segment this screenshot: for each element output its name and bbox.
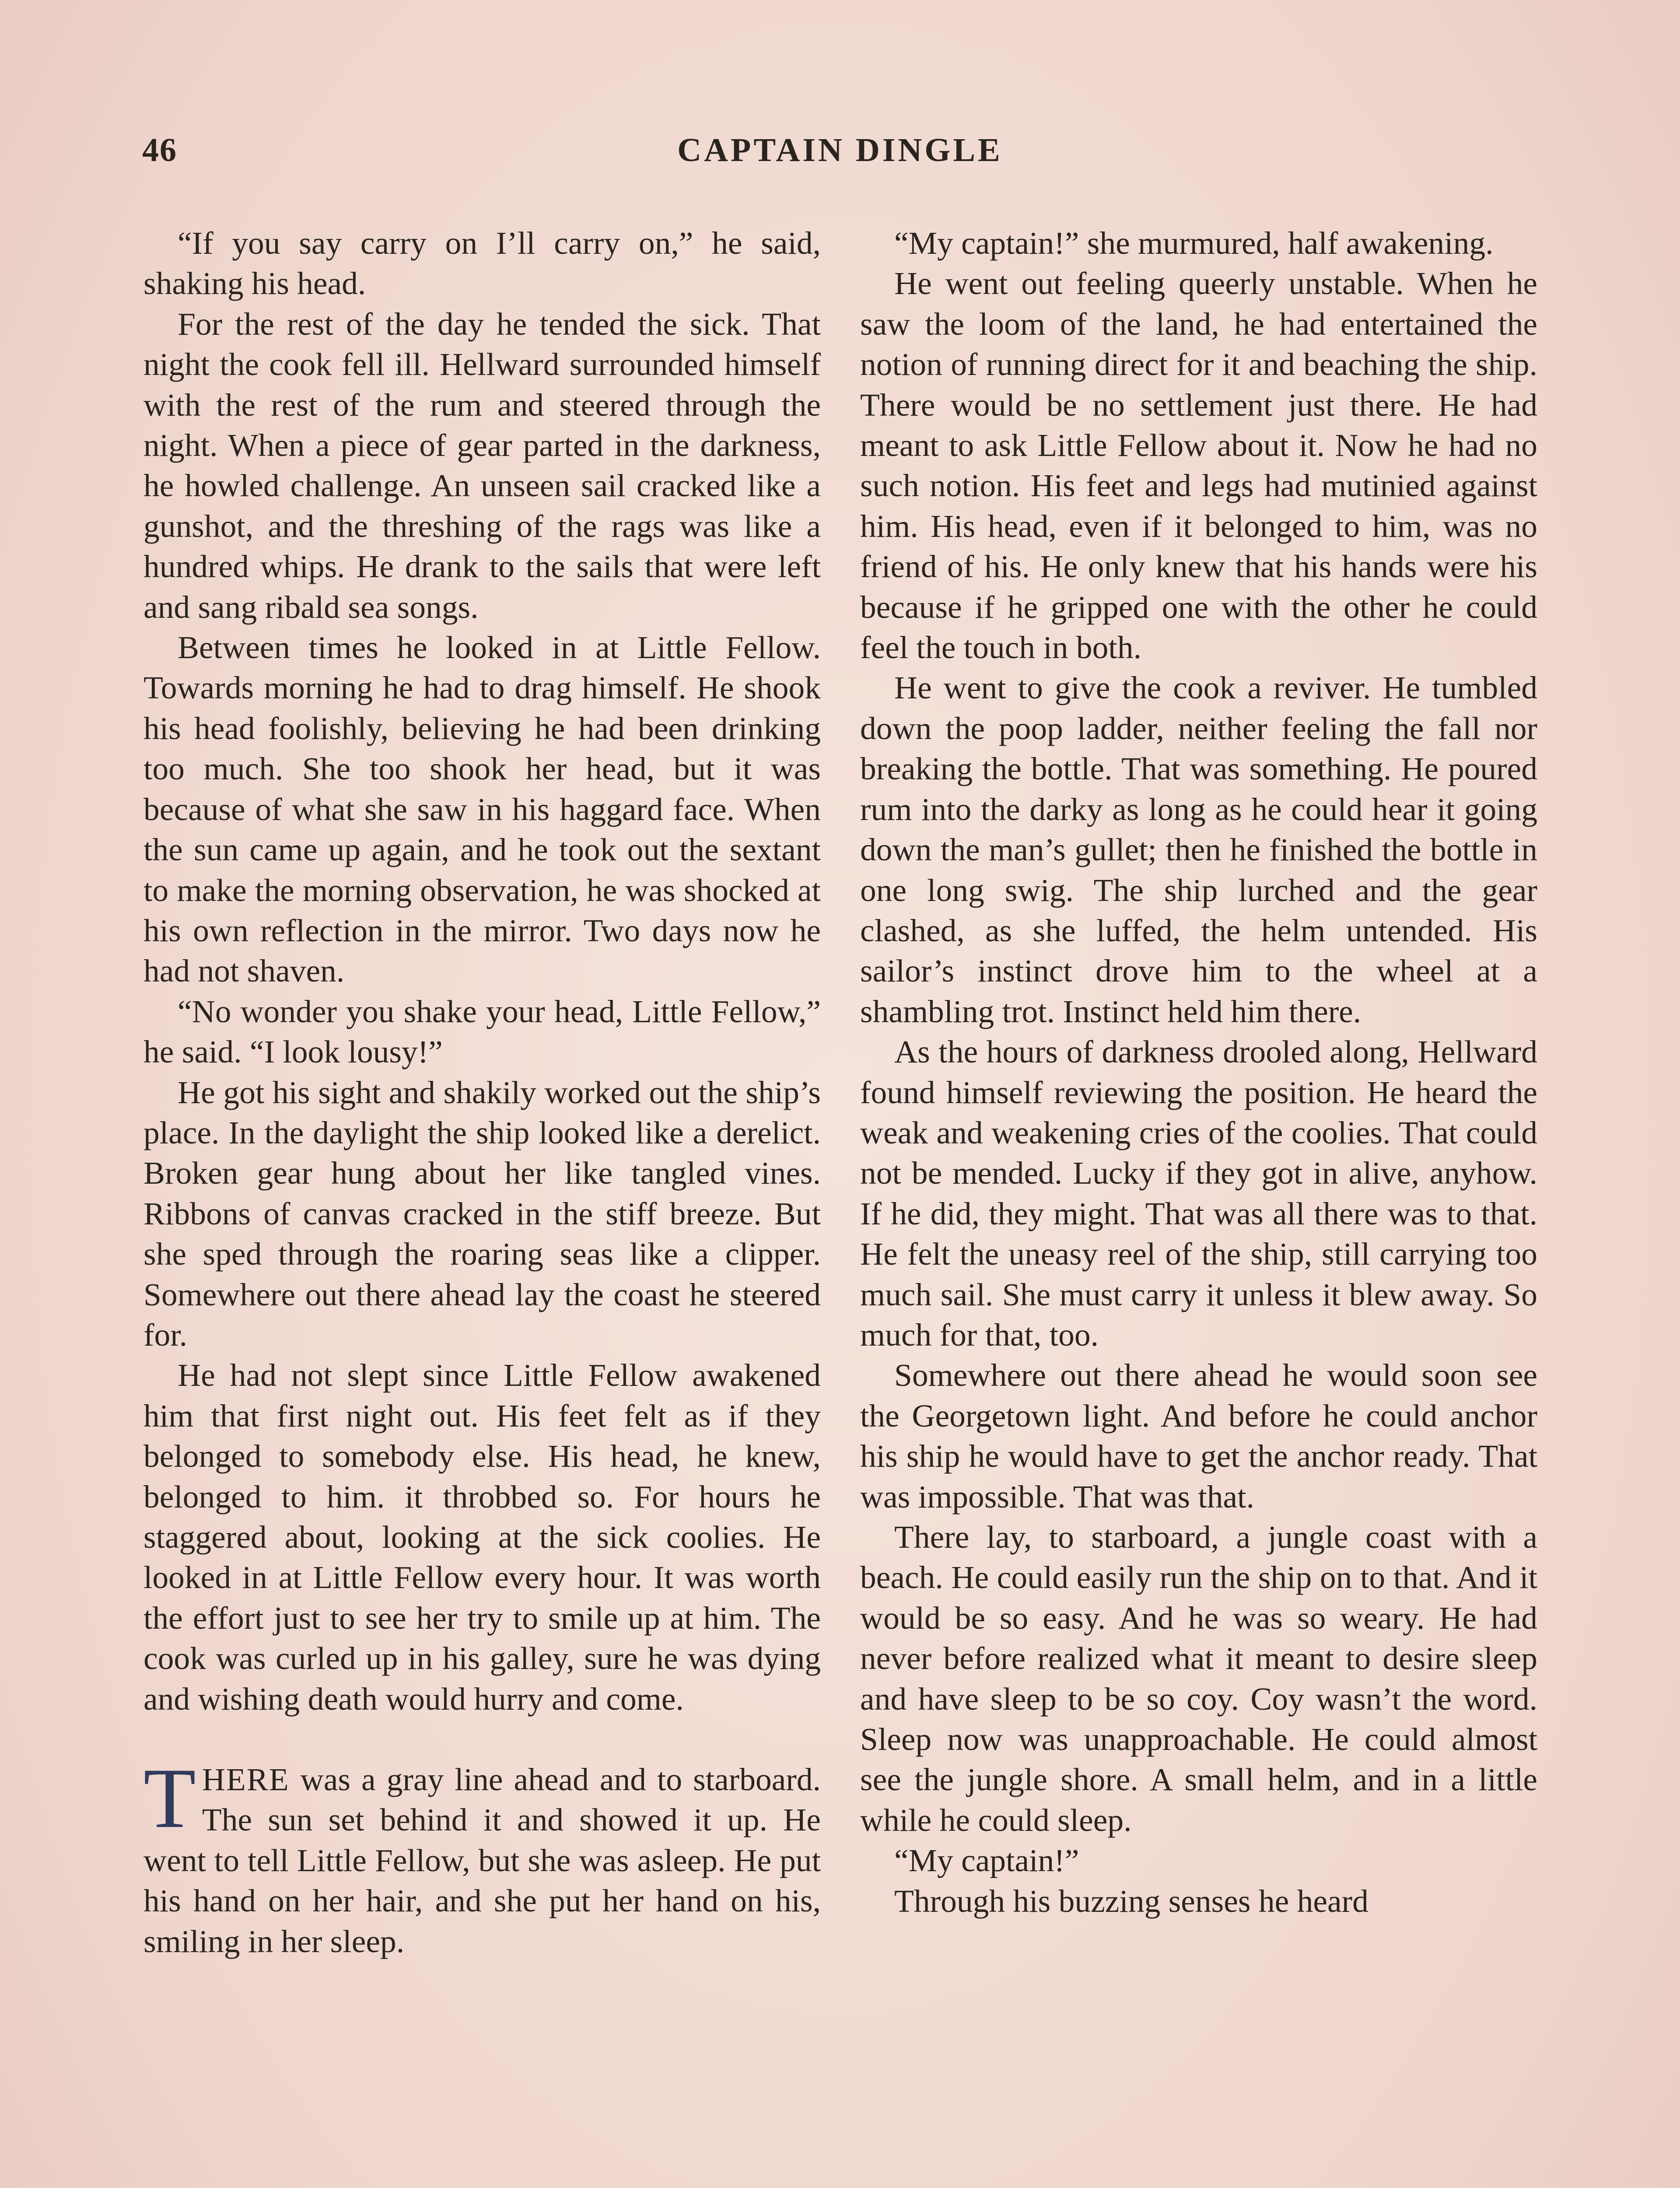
- paragraph: There lay, to starboard, a jungle coast with a beach. He could easily run the ship on to that. And it would be so easy. And he was so weary. He had never before realized what it meant to desire sleep and have sleep to be so coy. Coy wasn’t the word. Sleep now was unapproachable. He could almost see the jungle shore. A small helm, and in a little while he could sleep.: [860, 1519, 1537, 1838]
- paragraph: For the rest of the day he tended the sick. That night the cook fell ill. Hellward surrounded himself with the rest of the rum and steered through the night. When a piece of gear parted in the darkness, he howled challenge. An unseen sail cracked like a gunshot, and the threshing of the rags was like a hundred whips. He drank to the sails that were left and sang ribald sea songs.: [144, 306, 821, 625]
- left-column: [144, 223, 821, 1962]
- paragraph: “No wonder you shake your head, Little Fellow,” he said. “I look lousy!”: [144, 993, 821, 1070]
- paragraph: “My captain!” she murmured, half awakening.: [894, 225, 1494, 261]
- paragraph: He got his sight and shakily worked out the ship’s place. In the daylight the ship looked like a derelict. Broken gear hung about her like tangled vines. Ribbons of canvas cracked in the stiff breeze. But she sped through the roaring seas like a clipper. Somewhere out there ahead lay the coast he steered for.: [144, 1074, 821, 1353]
- paragraph: Through his buzzing senses he heard: [894, 1883, 1368, 1919]
- lead-small-caps: HERE: [202, 1762, 290, 1798]
- section-opening-paragraph: [144, 1751, 821, 1962]
- running-head: CAPTAIN DINGLE: [677, 132, 1003, 168]
- paragraph: Between times he looked in at Little Fellow. Towards morning he had to drag himself. He shook his head foolishly, believing he had been drinking too much. She too shook her head, but it was because of what she saw in his haggard face. When the sun came up again, and he took out the sextant to make the morning observation, he was shocked at his own reflection in the mirror. Two days now he had not shaven.: [144, 630, 821, 989]
- paragraph: Somewhere out there ahead he would soon see the Georgetown light. And before he could anchor his ship he would have to get the anchor ready. That was impossible. That was that.: [860, 1357, 1537, 1515]
- drop-cap: T: [144, 1751, 196, 1846]
- paragraph: He went to give the cook a reviver. He tumbled down the poop ladder, neither feeling the fall nor breaking the bottle. That was something. He poured rum into the darky as long as he could hear it going down the man’s gullet; then he finished the bottle in one long swig. The ship lurched and the gear clashed, as she luffed, the helm untended. His sailor’s instinct drove him to the wheel at a shambling trot. Instinct held him there.: [860, 670, 1537, 1029]
- paragraph: He had not slept since Little Fellow awakened him that first night out. His feet felt as if they belonged to somebody else. His head, he knew, belonged to him. it throbbed so. For hours he staggered about, looking at the sick coolies. He looked in at Little Fellow every hour. It was worth the effort just to see her try to smile up at him. The cook was curled up in his galley, sure he was dying and wishing death would hurry and come.: [144, 1357, 821, 1717]
- page-number: 46: [142, 132, 177, 168]
- paragraph: As the hours of darkness drooled along, Hellward found himself reviewing the position. He heard the weak and weakening cries of the coolies. That could not be mended. Lucky if they got in alive, anyhow. If he did, they might. That was all there was to that. He felt the uneasy reel of the ship, still carrying too much sail. She must carry it unless it blew away. So much for that, too.: [860, 1034, 1537, 1353]
- paragraph: “If you say carry on I’ll carry on,” he said, shaking his head.: [144, 225, 821, 302]
- paragraph: “My captain!”: [894, 1843, 1079, 1879]
- section-opening-text: was a gray line ahead and to starboard. The sun set behind it and showed it up. He went to tell Little Fellow, but she was asleep. He put his hand on her hair, and she put her hand on his, smiling in her sleep.: [144, 1762, 821, 1959]
- paragraph: He went out feeling queerly unstable. When he saw the loom of the land, he had entertained the notion of running direct for it and beaching the ship. There would be no settlement just there. He had meant to ask Little Fellow about it. Now he had no such notion. His feet and legs had mutinied against him. His head, even if it belonged to him, was no friend of his. He only knew that his hands were his because if he gripped one with the other he could feel the touch in both.: [860, 266, 1537, 666]
- right-column: [860, 223, 1537, 1922]
